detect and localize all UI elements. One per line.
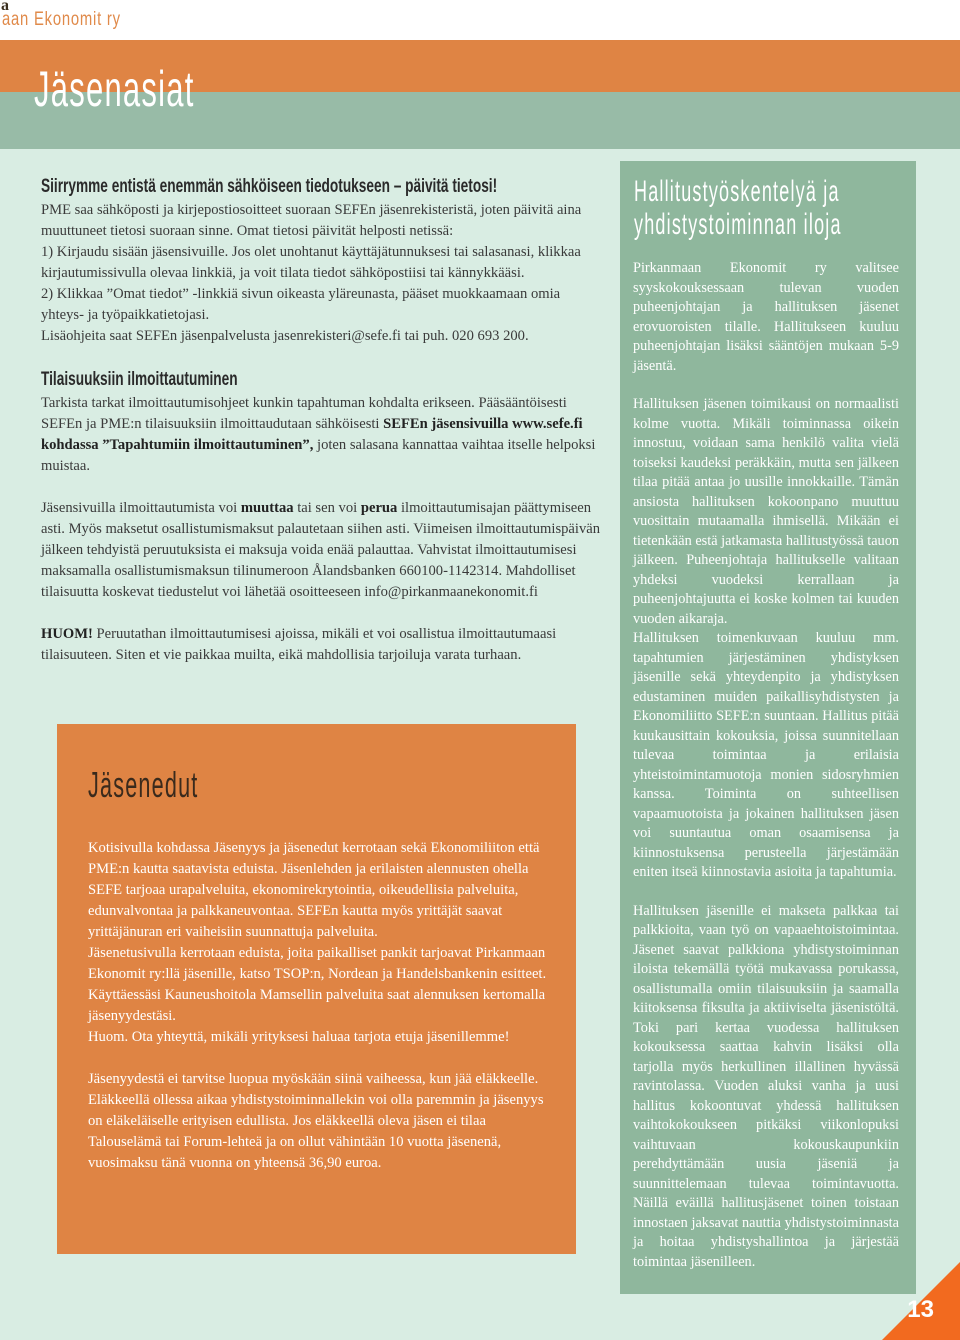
- paragraph: 2) Klikkaa ”Omat tiedot” -linkkiä sivun oikeasta yläreunasta, pääset muokkaamaan omia yhteys- ja työpaikkatietojasi.: [41, 286, 561, 323]
- text: Tarkista tarkat ilmoittautumisohjeet kunkin tapahtuman kohdalta erikseen. Pääsääntöisesti SEFEn ja PME:n tilaisuuksiin ilmoittaudutaan sähköisesti: [41, 395, 567, 432]
- text: ilmoittautumisajan päättymiseen asti. Myös maksetut osallistumismaksut palautetaan siihen asti. Viimeisen ilmoittautumispäivän jälkeen tehdyistä peruutuksista ei maksuja voida enää palauttaa. Vahvistat ilmoittautumisesi maksamalla osallistumismaksun tilinumeroon Ålandsbanken 660100-1142314. Mahdolliset tilaisuutta koskevat tiedustelut voi lähetää osoitteeseen info@pirkanmaanekonomit.fi: [41, 500, 601, 600]
- text: Jäsensivuilla ilmoittautumista voi: [41, 500, 241, 516]
- section-electronic-info: [41, 174, 601, 347]
- text: Peruutathan ilmoittautumisesi ajoissa, mikäli et voi osallistua ilmoittautumaasi tilaisuuteen. Siten et vie paikkaa muilta, eikä mahdollisia tarjoiluja varata turhaan.: [41, 626, 557, 663]
- main-column: [41, 174, 601, 680]
- paragraph: 1) Kirjaudu sisään jäsensivuille. Jos olet unohtanut käyttäjätunnuksesi tai salasanasi, klikkaa kirjautumissivulla olevaa linkkiä, ja voit tilata tiedot sähköpostiisi tai kännykkääsi.: [41, 244, 581, 281]
- page-number: 13: [907, 1296, 934, 1323]
- paragraph: Lisäohjeita saat SEFEn jäsenpalvelusta jasenrekisteri@sefe.fi tai puh. 020 693 200.: [41, 328, 529, 344]
- sidebar-body: [633, 259, 899, 1272]
- paragraph: Huom. Ota yhteyttä, mikäli yrityksesi haluaa tarjota etuja jäsenillemme!: [88, 1029, 510, 1045]
- paragraph: Käyttäessäsi Kauneushoitola Mamsellin palveluita saat alennuksen kertomalla jäsenyydestäsi.: [88, 987, 546, 1024]
- text: tai sen voi: [293, 500, 361, 516]
- magazine-mark: a: [1, 0, 9, 14]
- magazine-name: aan Ekonomit ry: [2, 9, 121, 30]
- bold-text: perua: [360, 500, 398, 516]
- paragraph: Hallituksen jäsenille ei makseta palkkaa tai palkkioita, vaan työ on vapaaehtoistoimintaa. Jäsenet saavat palkkiona yhdistystoiminnan iloista tekemällä työtä mukavassa porukassa, osallistumalla omiin tilaisuuksiin ja saamalla kiitoksensa fiksulta ja aktiiviselta jäsenistöltä. Toki pari kertaa vuodessa hallituksen kokouksessa saattaa kahvin lisäksi olla tarjolla myös herkullinen illallinen hyvässä ravintolassa. Vuoden aluksi vanha ja uusi hallitus kokoontuvat yhdessä hallituksen vaihtokokoukseen pitkäksi viikonlopuksi vaihtuvaan kokouskaupunkiin perehdyttämään uusia jäseniä ja suunnittelemaan tulevaa toimintavuotta. Näillä eväillä hallitusjäsenet toinen toistaan innostaen jaksavat nauttia yhdistystoiminnasta ja hoitaa yhdistyshallintoa ja järjestää toimintaa jäsenilleen.: [633, 902, 899, 1270]
- benefits-title: Jäsenedut: [88, 764, 199, 805]
- benefits-body: [88, 838, 548, 1174]
- page-title: Jäsenasiat: [34, 61, 195, 117]
- paragraph: Jäsenyydestä ei tarvitse luopua myöskään siinä vaiheessa, kun jää eläkkeelle. Eläkkeellä ollessa aikaa yhdistystoiminnallekin voi olla paremmin ja jäsenyys on eläkeläiselle erityisen edullista. Jos eläkkeellä oleva jäsen ei tilaa Talouselämä tai Forum-lehteä ja on ollut vähintään 10 vuotta jäsenenä, vuosimaksu tänä vuonna on yhteensä 36,90 euroa.: [88, 1071, 544, 1171]
- paragraph: Pirkanmaan Ekonomit ry valitsee syyskokouksessaan tulevan vuoden puheenjohtajan ja hallituksen jäsenet erovuoroisten tilalle. Hallitukseen kuuluu puheenjohtajan lisäksi sääntöjen mukaan 5-9 jäsentä.: [633, 260, 899, 374]
- bold-text: SEFEn jäsensivuilla www.sefe.fi kohdassa ”Tapahtumiin ilmoittautuminen”,: [41, 416, 583, 453]
- bold-text: muuttaa: [240, 500, 294, 516]
- text: joten salasana kannattaa vaihtaa itselle helpoksi muistaa.: [41, 437, 596, 474]
- paragraph: PME saa sähköposti ja kirjepostiosoitteet suoraan SEFEn jäsenrekisteristä, joten päivitä aina muuttuneet tietosi suoraan sinne. Omat tietosi päivität helposti netissä:: [41, 202, 582, 239]
- note-label: HUOM!: [41, 626, 93, 642]
- section-heading-registration: Tilaisuuksiin ilmoittautuminen: [41, 369, 238, 390]
- sidebar-title-line: yhdistystoiminnan iloja: [634, 208, 842, 241]
- section-heading-electronic-info: Siirrymme entistä enemmän sähköiseen tiedotukseen – päivitä tietosi!: [41, 176, 498, 197]
- sidebar-title: [634, 175, 842, 241]
- running-header: [0, 0, 960, 40]
- sidebar-title-line: Hallitustyöskentelyä ja: [634, 175, 840, 208]
- paragraph: Hallituksen toimenkuvaan kuuluu mm. tapahtumien järjestäminen yhdistyksen jäsenille sekä yhteydenpito ja yhdistyksen edustaminen muiden paikallisyhdistysten ja Ekonomiliitto SEFE:n suuntaan. Hallitus pitää kuukausittain kokouksia, joissa suunnitellaan tulevaa toimintaa ja erilaisia yhteistoimintamuotoja monien sidosryhmien kanssa. Toiminta on suhteellisen vapaamuotoista ja jokainen hallituksen jäsen voi suuntautua oman osaamisensa ja kiinnostuksensa perusteella järjestämään eniten itseä kiinnostavia asioita ja tapahtumia.: [633, 630, 899, 880]
- paragraph: [41, 393, 601, 477]
- board-work-sidebar: [620, 161, 916, 1294]
- paragraph: [41, 498, 601, 603]
- paragraph: [41, 624, 601, 666]
- paragraph: Hallituksen jäsenen toimikausi on normaalisti kolme vuotta. Mikäli toiminnassa oikein innostuu, voidaan sama henkilö valita vielä toiseksi kaudeksi peräkkäin, mutta sen jälkeen tilaa pitää antaa jo uusille innokkaille. Tämän ansiosta hallituksen kokoonpano muuttuu vuosittain mutaamalla ihmisellä. Mikään ei tietenkään estä jatkamasta hallitustyössä tauon jälkeen. Puheenjohtaja hallitukselle valitaan yhdeksi vuodeksi kerrallaan ja puheenjohtajuutta ei koske kolmen tai kuuden vuoden aikaraja.: [633, 396, 900, 627]
- benefits-box: [57, 724, 576, 1254]
- paragraph: Jäsenetusivulla kerrotaan eduista, joita paikalliset pankit tarjoavat Pirkanmaan Ekonomit ry:llä jäsenille, katso TSOP:n, Nordean ja Handelsbankenin esitteet.: [88, 945, 547, 982]
- paragraph: Kotisivulla kohdassa Jäsenyys ja jäsenedut kerrotaan sekä Ekonomiliiton että PME:n kautta saatavista eduista. Jäsenlehden ja erilaisten alennusten ohella SEFE tarjoaa urapalveluita, ekonomirekrytointia, oikeudellisia palveluita, edunvalvontaa ja palkkaneuvontaa. SEFEn kautta myös yrittäjät saavat yrittäjänuran eri vaiheisiin suunnattuja palveluita.: [88, 840, 540, 940]
- section-registration: [41, 367, 601, 666]
